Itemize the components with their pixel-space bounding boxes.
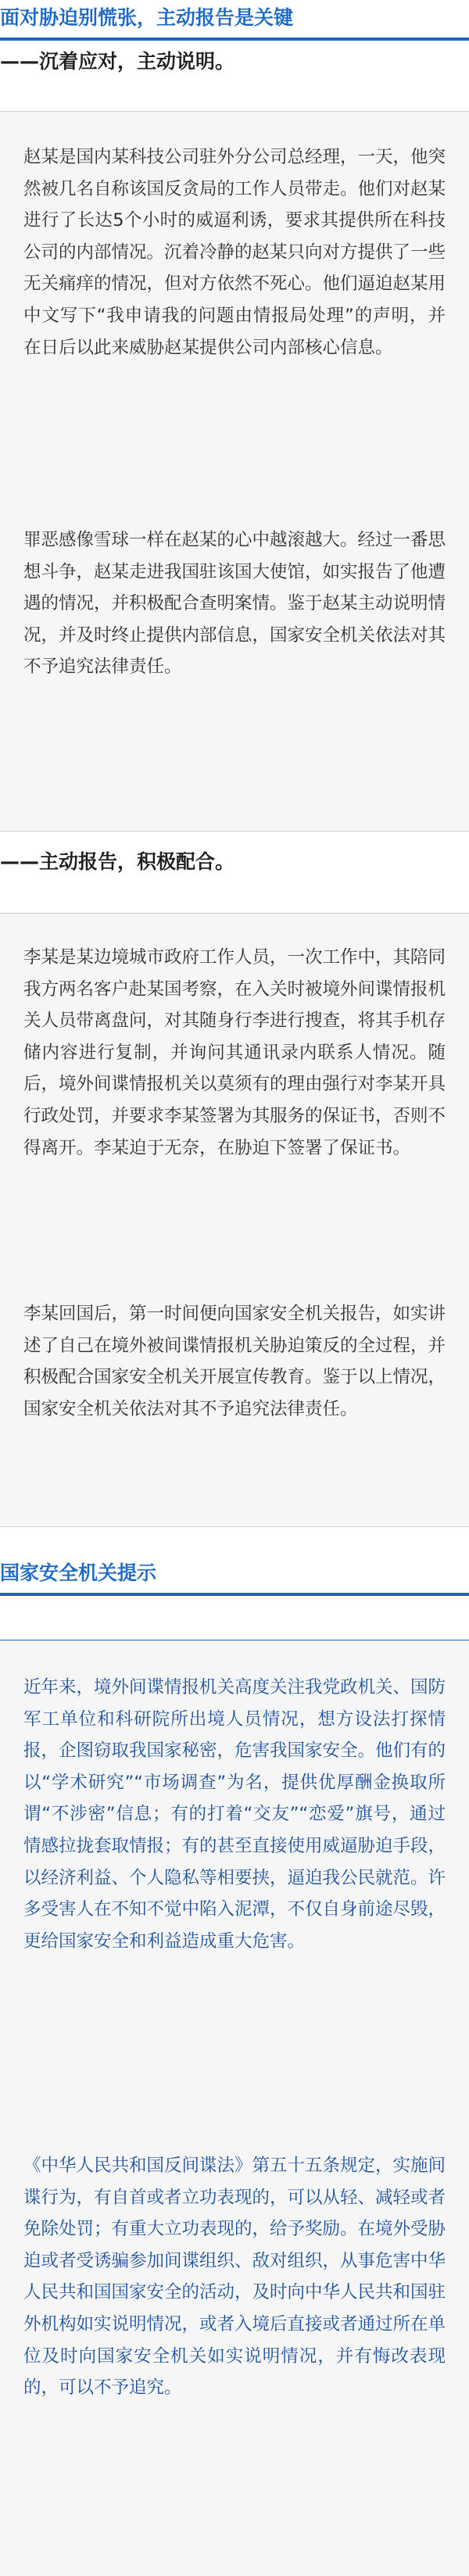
- section-divider: [0, 1593, 469, 1596]
- case-paragraph: 罪恶感像雪球一样在赵某的心中越滚越大。经过一番思想斗争，赵某走进我国驻该国大使馆，如实报告了他遭遇的情况，并积极配合查明案情。鉴于赵某主动说明情况，并及时终止提供内部信息，国家安全机关依法对其不予追究法律责任。: [23, 530, 446, 678]
- case-paragraph: 李某回国后，第一时间便向国家安全机关报告，如实讲述了自己在境外被间谍情报机关胁迫策反的全过程，并积极配合国家安全机关开展宣传教育。鉴于以上情况，国家安全机关依法对其不予追究法律责任。: [23, 1304, 446, 1419]
- case-paragraph: 赵某是国内某科技公司驻外分公司总经理，一天，他突然被几名自称该国反贪局的工作人员带走。他们对赵某进行了长达5个小时的威逼利诱，要求其提供所在科技公司的内部情况。沉着冷静的赵某只向对方提供了一些无关痛痒的情况，但对方依然不死心。他们逼迫赵某用中文写下“我申请我的问题由情报局处理”的声明，并在日后以此来威胁赵某提供公司内部核心信息。: [23, 147, 446, 358]
- case-card: [0, 913, 469, 1527]
- case-card: [0, 111, 469, 832]
- case-paragraph: 李某是某边境城市政府工作人员，一次工作中，其陪同我方两名客户赴某国考察，在入关时被境外间谍情报机关人员带离盘问，对其随身行李进行搜查，将其手机存储内容进行复制，并询问其通讯录内联系人情况。随后，境外间谍情报机关以莫须有的理由强行对李某开具行政处罚，并要求李某签署为其服务的保证书，否则不得离开。李某迫于无奈，在胁迫下签署了保证书。: [23, 947, 446, 1158]
- section-title: 面对胁迫别慌张，主动报告是关键: [0, 6, 294, 29]
- sub-heading: ——主动报告，积极配合。: [0, 850, 235, 873]
- sub-heading: ——沉着应对，主动说明。: [0, 50, 235, 73]
- section-divider: [0, 38, 469, 41]
- section-title: 国家安全机关提示: [0, 1562, 157, 1584]
- notice-card: [0, 1640, 469, 2576]
- notice-paragraph: 《中华人民共和国反间谍法》第五十五条规定，实施间谍行为，有自首或者立功表现的，可以从轻、减轻或者免除处罚；有重大立功表现的，给予奖励。在境外受胁迫或者受诱骗参加间谍组织、敌对组织，从事危害中华人民共和国国家安全的活动，及时向中华人民共和国驻外机构如实说明情况，或者入境后直接或者通过所在单位及时向国家安全机关如实说明情况，并有悔改表现的，可以不予追究。: [23, 2156, 446, 2399]
- notice-paragraph: 近年来，境外间谍情报机关高度关注我党政机关、国防军工单位和科研院所出境人员情况，想方设法打探情报，企图窃取我国家秘密，危害我国家安全。他们有的以“学术研究”“市场调查”为名，提供优厚酬金换取所谓“不涉密”信息；有的打着“交友”“恋爱”旗号，通过情感拉拢套取情报；有的甚至直接使用威逼胁迫手段，以经济利益、个人隐私等相要挟，逼迫我公民就范。许多受害人在不知不觉中陷入泥潭，不仅自身前途尽毁，更给国家安全和利益造成重大危害。: [23, 1677, 446, 1952]
